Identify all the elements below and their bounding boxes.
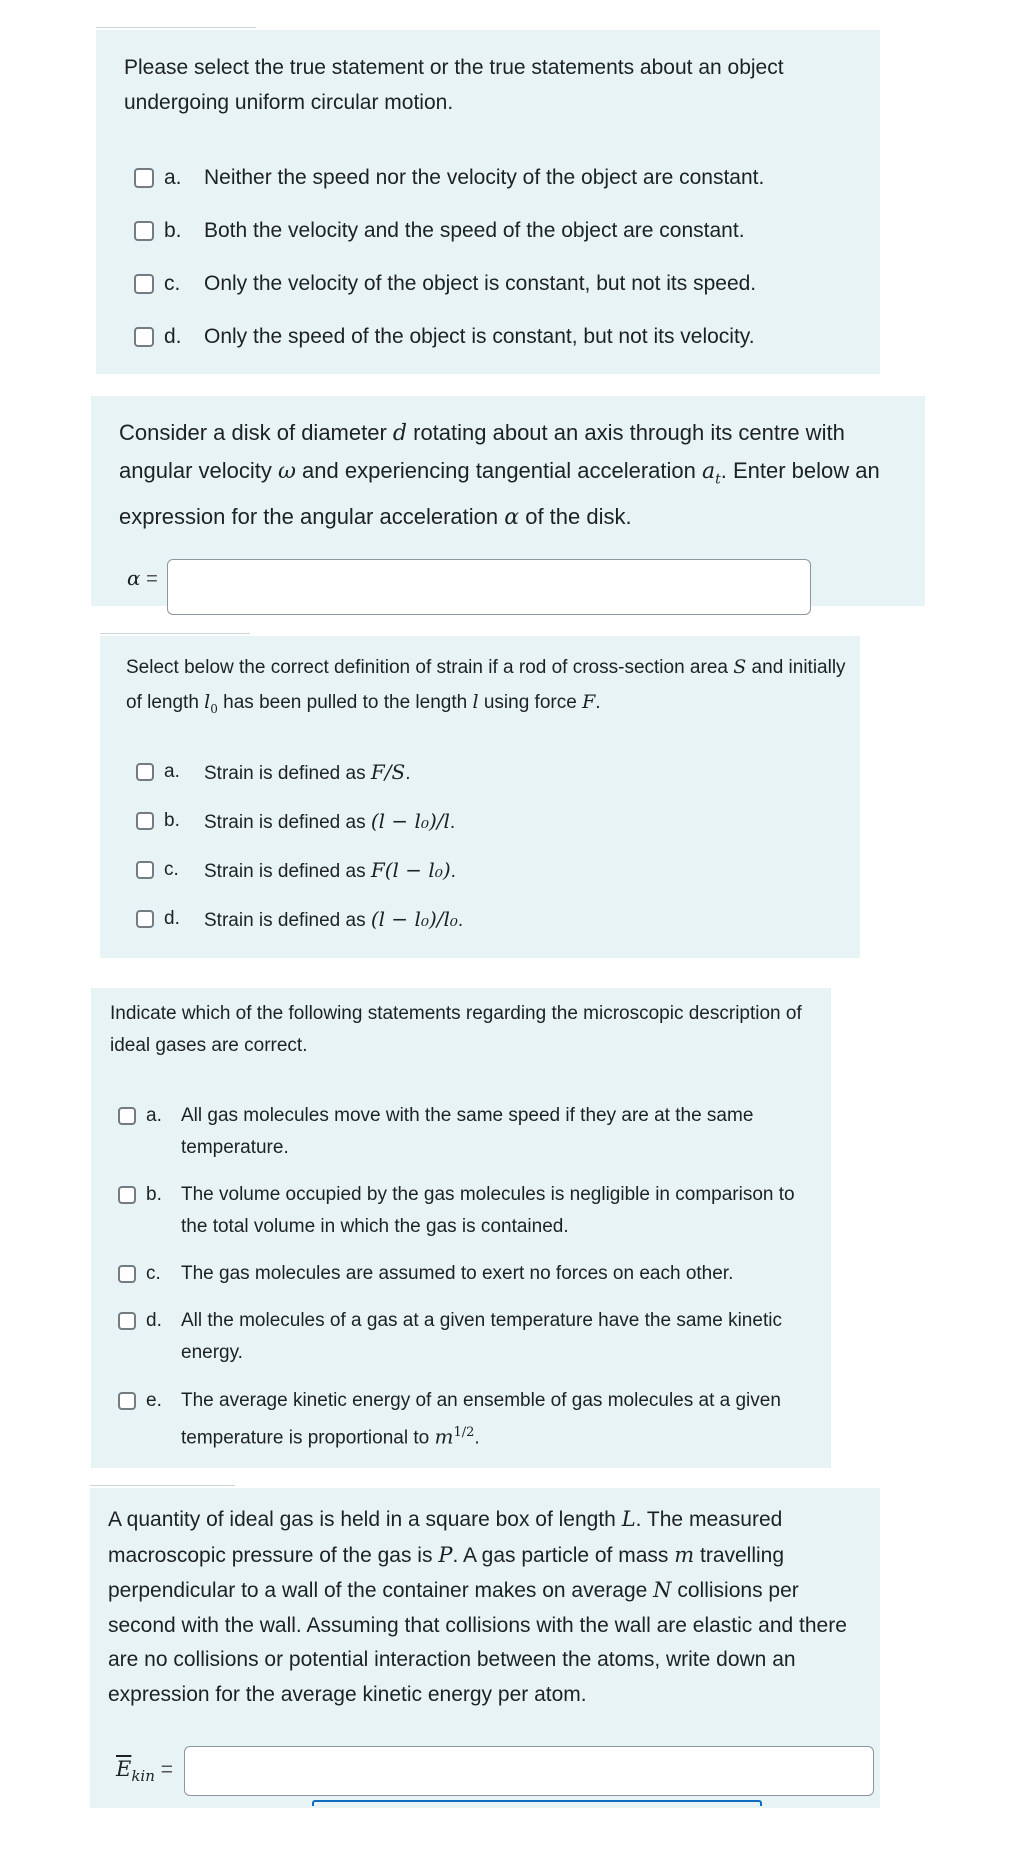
- ekin-answer-input[interactable]: [184, 1746, 874, 1796]
- symbol-S: S: [733, 656, 747, 678]
- symbol-F: F: [582, 691, 596, 713]
- q4-option-c[interactable]: [118, 1258, 801, 1290]
- q3-option-a[interactable]: [136, 758, 410, 788]
- alpha-answer-input[interactable]: [167, 559, 811, 615]
- checkbox-a[interactable]: [136, 763, 154, 781]
- option-text: The volume occupied by the gas molecules is negligible in comparison to the total volume in which the gas is contained.: [181, 1184, 795, 1237]
- option-math: (l − l₀)/l₀: [370, 907, 458, 931]
- prompt-text: of the disk.: [519, 504, 632, 530]
- option-text: Neither the speed nor the velocity of the object are constant.: [204, 166, 765, 189]
- option-end: .: [450, 861, 456, 882]
- q4-option-d[interactable]: [118, 1305, 801, 1369]
- option-label: Strain is defined as: [204, 910, 371, 931]
- checkbox-c[interactable]: [118, 1265, 136, 1283]
- label-subscript: kin: [131, 1767, 155, 1786]
- question-4-card: [91, 988, 831, 1468]
- option-letter: a.: [164, 761, 180, 782]
- q3-header-line: [100, 633, 250, 634]
- option-text: [204, 758, 410, 788]
- label-equals: =: [154, 1758, 174, 1781]
- q3-option-b[interactable]: [136, 807, 455, 837]
- symbol-l: l: [204, 691, 211, 713]
- question-2-card: [91, 396, 925, 606]
- prompt-text: and initially of length: [126, 657, 846, 713]
- question-5-prompt: [108, 1502, 868, 1712]
- option-letter: b.: [164, 810, 180, 831]
- prompt-text: using force: [478, 692, 583, 713]
- option-letter: d.: [146, 1310, 162, 1331]
- option-text: [204, 856, 456, 886]
- checkbox-b[interactable]: [118, 1186, 136, 1204]
- option-letter: c.: [146, 1263, 161, 1284]
- checkbox-d[interactable]: [134, 327, 154, 347]
- option-letter: d.: [164, 325, 182, 348]
- q1-option-c[interactable]: [134, 268, 756, 300]
- option-letter: a.: [164, 166, 182, 189]
- question-2-prompt: [119, 414, 909, 536]
- option-math: F(l − l₀): [370, 858, 451, 882]
- option-label: Strain is defined as: [204, 812, 371, 833]
- option-label: The average kinetic energy of an ensemble of gas molecules at a given temperature is proportional to: [181, 1390, 781, 1449]
- q1-option-b[interactable]: [134, 215, 745, 247]
- option-text: [181, 1385, 801, 1454]
- question-3-card: [100, 636, 860, 958]
- option-letter: b.: [146, 1184, 162, 1205]
- option-letter: d.: [164, 908, 180, 929]
- checkbox-b[interactable]: [136, 812, 154, 830]
- option-text: All the molecules of a gas at a given temperature have the same kinetic energy.: [181, 1310, 782, 1363]
- option-end: .: [405, 763, 411, 784]
- q4-option-a[interactable]: [118, 1100, 781, 1164]
- prompt-text: has been pulled to the length: [217, 692, 473, 713]
- prompt-text: collisions per second with the wall. Assuming that collisions with the wall are elastic and there are no collisions or potential interaction between the atoms, write down an expression for the average kinetic energy per atom.: [108, 1579, 847, 1706]
- q3-option-c[interactable]: [136, 856, 456, 886]
- subscript-0: 0: [210, 701, 218, 716]
- focus-outline-fragment: [312, 1800, 762, 1806]
- q5-header-line: [90, 1485, 235, 1486]
- q3-option-d[interactable]: [136, 905, 463, 935]
- symbol-N: N: [653, 1578, 672, 1602]
- prompt-text: . A gas particle of mass: [452, 1543, 675, 1567]
- option-end: .: [449, 812, 456, 833]
- option-math: F/S: [370, 760, 406, 784]
- prompt-text: . Enter below an expression for the angular acceleration: [119, 458, 880, 530]
- symbol-L: L: [621, 1507, 636, 1531]
- prompt-text: Consider a disk of diameter: [119, 420, 393, 445]
- symbol-m: m: [434, 1424, 454, 1449]
- prompt-text: Select below the correct definition of strain if a rod of cross-section area: [126, 657, 734, 678]
- question-4-prompt: Indicate which of the following statements regarding the microscopic description of ideal gases are correct.: [110, 1003, 802, 1056]
- symbol-m: m: [674, 1542, 695, 1567]
- symbol-P: P: [438, 1542, 453, 1567]
- symbol-l: l: [472, 691, 479, 713]
- option-label: Strain is defined as: [204, 763, 371, 784]
- label-equals: =: [140, 568, 158, 590]
- question-5-card: [90, 1488, 880, 1808]
- checkbox-a[interactable]: [118, 1107, 136, 1125]
- option-letter: b.: [164, 219, 182, 242]
- option-letter: c.: [164, 272, 181, 295]
- symbol-d: d: [392, 421, 407, 446]
- option-text: Only the velocity of the object is constant, but not its speed.: [204, 272, 757, 295]
- checkbox-a[interactable]: [134, 168, 154, 188]
- exponent: 1/2: [453, 1425, 475, 1440]
- option-text: Both the velocity and the speed of the object are constant.: [204, 219, 745, 242]
- prompt-text: .: [595, 692, 601, 713]
- label-symbol: $\overline{E}$: [116, 1757, 132, 1781]
- symbol-omega: ω: [277, 459, 296, 484]
- prompt-text: A quantity of ideal gas is held in a square box of length: [108, 1508, 622, 1531]
- option-text: Only the speed of the object is constant, but not its velocity.: [204, 325, 755, 348]
- checkbox-c[interactable]: [134, 274, 154, 294]
- option-text: [204, 807, 455, 837]
- checkbox-d[interactable]: [118, 1312, 136, 1330]
- question-3-prompt: [126, 650, 846, 726]
- prompt-text: travelling perpendicular to a wall of the container makes on average: [108, 1543, 785, 1602]
- prompt-text: and experiencing tangential acceleration: [295, 458, 702, 483]
- option-math: (l − l₀)/l: [370, 809, 450, 833]
- q1-option-d[interactable]: [134, 321, 755, 353]
- option-text: [204, 905, 463, 935]
- question-1-prompt: Please select the true statement or the true statements about an object undergoing uniform circular motion.: [124, 56, 784, 114]
- prompt-text: . The measured macroscopic pressure of the gas is: [108, 1508, 783, 1567]
- q4-option-b[interactable]: [118, 1179, 801, 1243]
- question-1-card: [96, 30, 880, 374]
- prompt-text: rotating about an axis through its centre with angular velocity: [119, 420, 845, 483]
- symbol-alpha: α: [504, 505, 520, 531]
- option-letter: c.: [164, 859, 179, 880]
- option-text: All gas molecules move with the same speed if they are at the same temperature.: [181, 1105, 754, 1158]
- subscript-t: t: [715, 471, 721, 488]
- symbol-a: a: [702, 459, 716, 484]
- option-letter: a.: [146, 1105, 162, 1126]
- option-end: .: [457, 910, 464, 931]
- option-text: The gas molecules are assumed to exert no forces on each other.: [181, 1263, 734, 1284]
- checkbox-c[interactable]: [136, 861, 154, 879]
- q4-option-e[interactable]: [118, 1385, 801, 1454]
- checkbox-e[interactable]: [118, 1392, 136, 1410]
- alpha-label: [127, 566, 158, 591]
- checkbox-d[interactable]: [136, 910, 154, 928]
- option-end: .: [474, 1427, 480, 1449]
- q1-option-a[interactable]: [134, 162, 764, 194]
- q1-header-line: [96, 27, 256, 28]
- label-symbol: α: [127, 566, 141, 590]
- checkbox-b[interactable]: [134, 221, 154, 241]
- option-label: Strain is defined as: [204, 861, 371, 882]
- ekin-label: [116, 1756, 173, 1789]
- option-letter: e.: [146, 1390, 162, 1411]
